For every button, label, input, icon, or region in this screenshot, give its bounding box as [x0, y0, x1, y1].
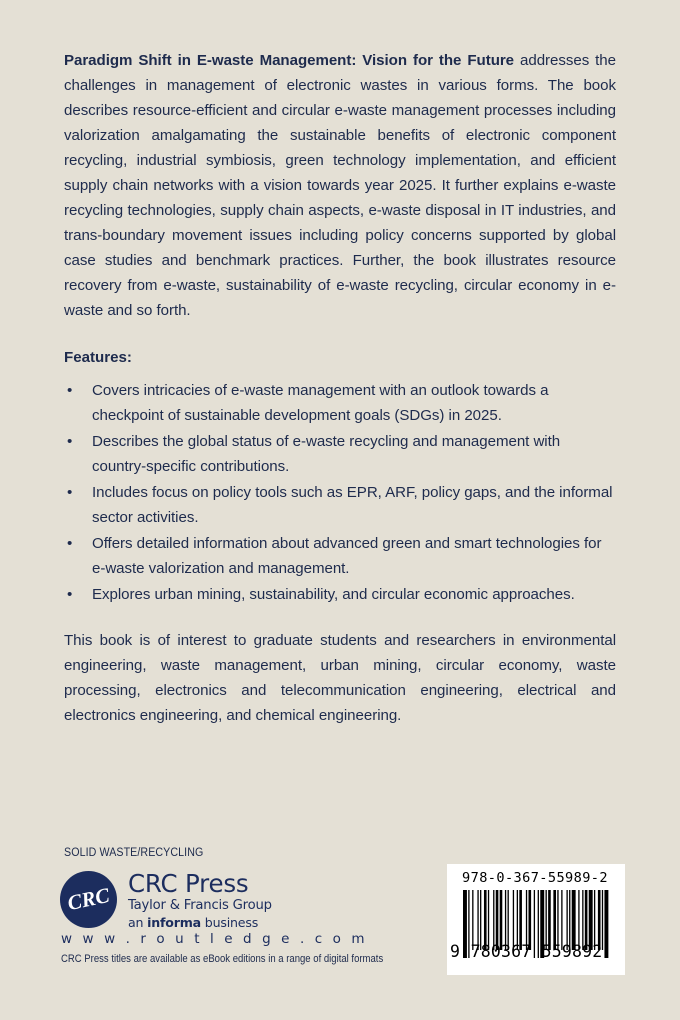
bullet-icon: • — [67, 433, 73, 450]
publisher-text-block — [128, 870, 272, 931]
description-body: addresses the challenges in management of electronic wastes in various forms. The book describes resource-efficient and circular e-waste management processes including valorization amalgamating the sustainable benefits of electronic component recycling, industrial symbiosis, green technology implementation, and efficient supply chain networks with a vision towards year 2025. It further explains e-waste recycling technologies, supply chain aspects, e-waste disposal in IT industries, and trans-boundary movement issues including policy concerns supported by global case studies and benchmark practices. Further, the book illustrates resource recovery from e-waste, sustainability of e-waste recycling, circular economy in e-waste and so forth. — [64, 52, 616, 319]
crc-logo-letters: CRC — [65, 882, 112, 916]
publisher-website[interactable]: w w w . r o u t l e d g e . c o m — [61, 931, 368, 947]
informa-prefix: an — [128, 915, 148, 930]
bullet-icon: • — [67, 586, 73, 603]
features-heading: Features: — [64, 349, 132, 366]
list-item-text: Includes focus on policy tools such as EPR, ARF, policy gaps, and the informal sector activities. — [92, 484, 613, 526]
bullet-icon: • — [67, 382, 73, 399]
list-item — [64, 429, 616, 479]
barcode-digits-right: 559892 — [541, 942, 603, 961]
list-item-text: Offers detailed information about advanced green and smart technologies for e-waste valorization and management. — [92, 535, 602, 577]
barcode-digits-left: 780367 — [470, 942, 532, 961]
barcode-digit-lead: 9 — [450, 942, 460, 961]
ebook-availability-note: CRC Press titles are available as eBook editions in a range of digital formats — [61, 953, 384, 965]
list-item — [64, 582, 616, 607]
publisher-name: CRC Press — [128, 869, 249, 898]
cover-content — [64, 48, 616, 728]
features-list — [64, 378, 616, 607]
publisher-group: Taylor & Francis Group — [128, 898, 272, 913]
publisher-logo-block — [60, 870, 272, 931]
audience-paragraph: This book is of interest to graduate students and researchers in environmental engineering, waste management, urban mining, circular economy, waste processing, electronics and telecommunication engineering, electrical and electronics engineering, and chemical engineering. — [64, 632, 616, 724]
list-item — [64, 480, 616, 530]
publisher-informa-line — [128, 915, 272, 931]
description-paragraph — [64, 48, 616, 323]
informa-suffix: business — [200, 915, 259, 930]
barcode-digits — [449, 942, 623, 961]
informa-brand: informa — [147, 915, 201, 930]
list-item — [64, 531, 616, 581]
bullet-icon: • — [67, 484, 73, 501]
barcode-isbn-text: 978-0-367-55989-2 — [462, 870, 608, 886]
book-title-lead: Paradigm Shift in E-waste Management: Vision for the Future — [64, 52, 515, 69]
barcode — [447, 864, 625, 975]
list-item — [64, 378, 616, 428]
list-item-text: Explores urban mining, sustainability, and circular economic approaches. — [92, 586, 575, 603]
list-item-text: Describes the global status of e-waste recycling and management with country-specific contributions. — [92, 433, 561, 475]
subject-category-label: SOLID WASTE/RECYCLING — [64, 845, 204, 859]
crc-logo-icon — [60, 871, 117, 928]
list-item-text: Covers intricacies of e-waste management with an outlook towards a checkpoint of sustainable development goals (SDGs) in 2025. — [92, 382, 549, 424]
bullet-icon: • — [67, 535, 73, 552]
